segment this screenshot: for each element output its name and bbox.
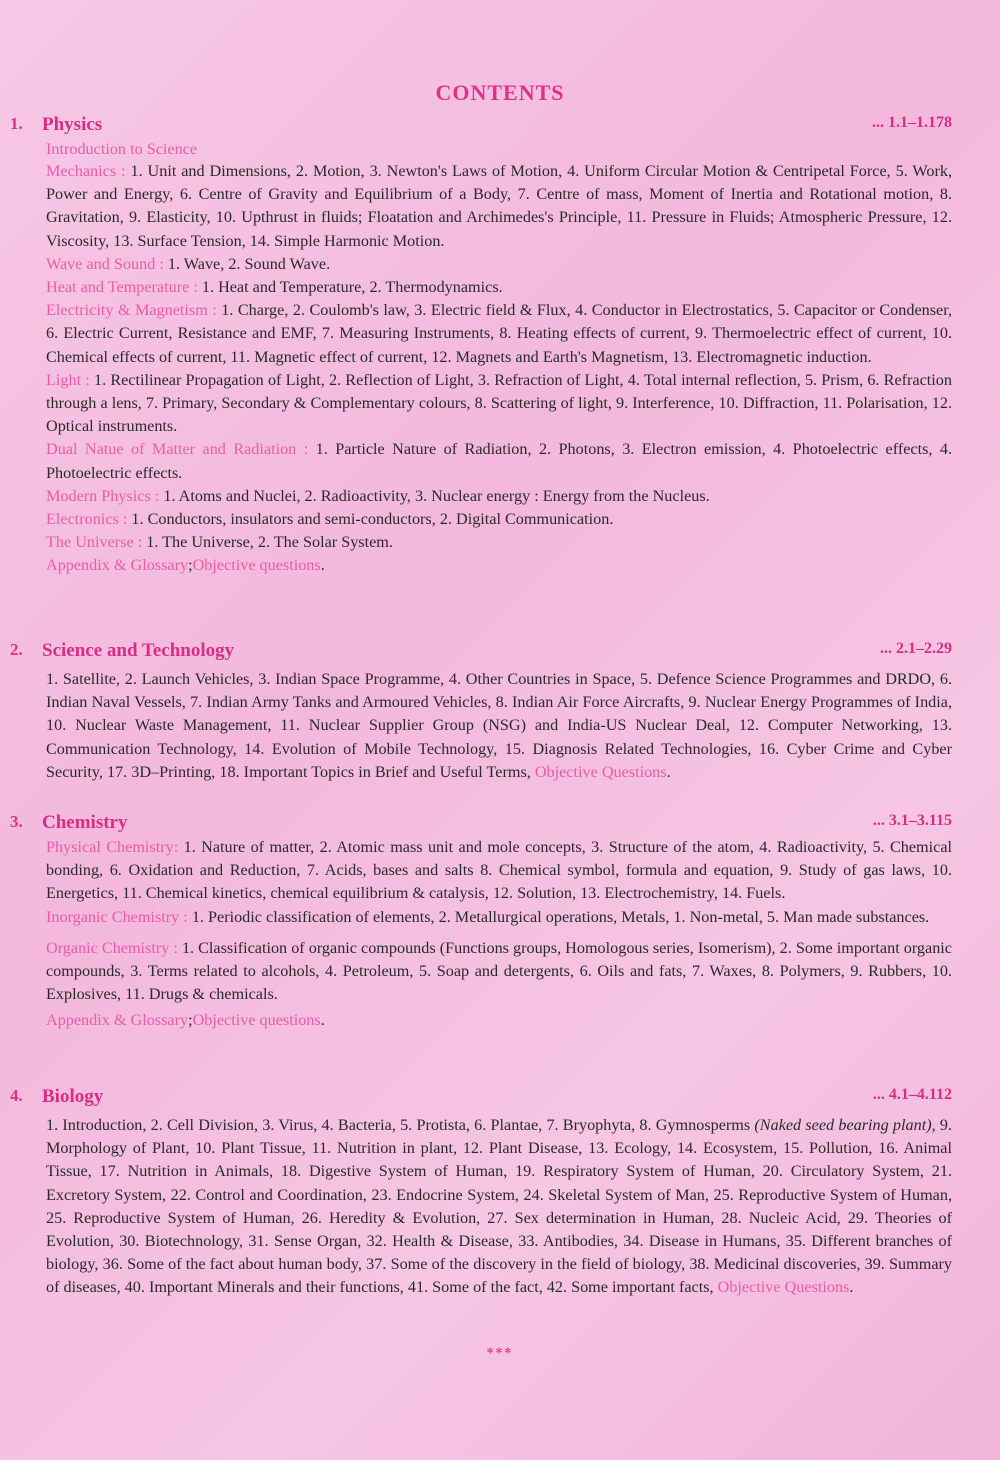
topics-text: 1. Satellite, 2. Launch Vehicles, 3. Indian Space Programme, 4. Other Countries in Space, 5. Defence Science Programmes and DRDO, 6. Indian Naval Vessels, 7. Indian Army Tanks and Armoured Vehicles, 8. Indian Air Force Aircrafts, 9. Nuclear Energy Programmes of India, 10. Nuclear Waste Management, 11. Nuclear Supplier Group (NSG) and India-US Nuclear Deal, 12. Computer Networking, 13. Communication Technology, 14. Evolution of Mobile Technology, 15. Diagnosis Related Technologies, 16. Cyber Crime and Cyber Security, 17. 3D–Printing, 18. Important Topics in Brief and Useful Terms, [46,670,952,781]
separator: ; [188,556,193,575]
subsection-text: 1. Conductors, insulators and semi-conductors, 2. Digital Communication. [127,510,614,529]
subsection-label: Organic Chemistry : [46,938,178,957]
subsection-text: 1. Rectilinear Propagation of Light, 2. Reflection of Light, 3. Refraction of Light, 4. Total internal reflection, 5. Prism, 6. Refraction through a lens, 7. Primary, Secondary & Complementary colours, 8. Scattering of light, 9. Interference, 10. Diffraction, 11. Polarisation, 12. Optical instruments. [46,370,952,436]
objective-questions-link: Objective questions [192,556,321,575]
section-text [46,1114,952,1300]
separator: ; [188,1011,193,1030]
subsection-text: 1. Classification of organic compounds (Functions groups, Homologous series, Isomerism), 2. Some important organic compounds, 3. Terms related to alcohols, 4. Petroleum, 5. Soap and detergents, 6. Oils and fats, 7. Waxes, 8. Polymers, 9. Rubbers, 10. Explosives, 11. Drugs & chemicals. [46,938,952,1004]
section-text [46,668,952,784]
period: . [320,556,325,575]
subsection-text: 1. Atoms and Nuclei, 2. Radioactivity, 3. Nuclear energy : Energy from the Nucleus. [159,486,710,505]
section-header [0,114,1000,138]
subsection-label: The Universe : [46,533,143,552]
subsection-dual [46,438,952,484]
subsection-wave [46,253,952,276]
section-science-technology [0,640,1000,784]
subsection-intro: Introduction to Science [46,140,198,158]
subsection-universe [46,531,952,554]
subsection-text: 1. The Universe, 2. The Solar System. [142,533,393,552]
subsection-inorganic-chemistry [46,906,952,929]
appendix-link: Appendix & Glossary [46,1011,189,1030]
subsection-label: Modern Physics : [46,486,160,505]
page-range: ... 2.1–2.29 [880,640,952,657]
subsection-text: 1. Nature of matter, 2. Atomic mass unit and mole concepts, 3. Structure of the atom, 4. Radioactivity, 5. Chemical bonding, 6. Oxidation and Reduction, 7. Acids, bases and salts 8. Chemical symbol, formula and equation, 9. Study of gas laws, 10. Energetics, 11. Chemical kinetics, chemical equilibrium & catalysis, 12. Solution, 13. Electrochemistry, 14. Fuels. [46,838,953,903]
appendix-line [46,554,952,577]
page-title: CONTENTS [435,80,565,105]
subsection-label: Light : [46,370,90,389]
section-chemistry [0,812,1000,1033]
section-title: Physics [42,114,103,135]
subsection-text: 1. Heat and Temperature, 2. Thermodynamics. [197,278,503,297]
section-title: Biology [42,1086,104,1107]
page-range: ... 3.1–3.115 [872,812,952,829]
section-header [0,1086,1000,1114]
appendix-link: Appendix & Glossary [46,556,189,575]
period: . [666,762,671,781]
subsection-modern [46,485,952,508]
subsection-heat [46,276,952,299]
section-number: 2. [10,640,23,659]
objective-questions-link: Objective questions [192,1011,321,1030]
section-title: Chemistry [42,812,128,833]
subsection-text: 1. Charge, 2. Coulomb's law, 3. Electric field & Flux, 4. Conductor in Electrostatics, 5. Capacitor or Condenser, 6. Electric Current, Resistance and EMF, 7. Measuring Instruments, 8. Heating effects of current, 9. Thermoelectric effect of current, 10. Chemical effects of current, 11. Magnetic effect of current, 12. Magnets and Earth's Magnetism, 13. Electromagnetic induction. [46,301,952,366]
section-title: Science and Technology [42,640,235,661]
topics-text: 1. Introduction, 2. Cell Division, 3. Virus, 4. Bacteria, 5. Protista, 6. Plantae, 7. Bryophyta, 8. Gymnosperms [46,1116,755,1134]
subsection-label: Physical Chemistry: [46,838,179,856]
objective-questions-link: Objective Questions [534,762,667,781]
subsection-label: Dual Natue of Matter and Radiation : [46,440,309,459]
subsection-mechanics [46,160,952,253]
subsection-label: Mechanics : [46,162,126,180]
page-range: ... 1.1–1.178 [872,114,952,131]
appendix-line [46,1009,952,1032]
subsection-text: 1. Periodic classification of elements, 2. Metallurgical operations, Metals, 1. Non-metal, 5. Man made substances. [187,907,930,926]
section-header [0,812,1000,836]
section-number: 3. [10,812,23,831]
end-stars: *** [486,1346,514,1361]
section-biology [0,1086,1000,1300]
subsection-text: 1. Particle Nature of Radiation, 2. Photons, 3. Electron emission, 4. Photoelectric effects, 4. Photoelectric effects. [46,440,952,482]
period: . [320,1011,325,1030]
subsection-electronics [46,508,952,531]
italic-note: (Naked seed bearing plant) [754,1116,932,1134]
subsection-physical-chemistry [46,836,952,906]
subsection-label: Electricity & Magnetism : [46,301,217,320]
subsection-electricity [46,299,952,369]
topics-text: , 9. Morphology of Plant, 10. Plant Tissue, 11. Nutrition in plant, 12. Plant Disease, 13. Ecology, 14. Ecosystem, 15. Pollution, 16. Animal Tissue, 17. Nutrition in Animals, 18. Digestive System of Human, 19. Respiratory System of Human, 20. Circulatory System, 21. Excretory System, 22. Control and Coordination, 23. Endocrine System, 24. Skeletal System of Man, 25. Reproductive System of Human, 25. Reproductive System of Human, 26. Heredity & Evolution, 27. Sex determination in Human, 28. Nucleic Acid, 29. Theories of Evolution, 30. Biotechnology, 31. Sense Organ, 32. Health & Disease, 33. Antibodies, 34. Disease in Humans, 35. Different branches of biology, 36. Some of the fact about human body, 37. Some of the discovery in the field of biology, 38. Medicinal discoveries, 39. Summary of diseases, 40. Important Minerals and their functions, 41. Some of the fact, 42. Some important facts, [46,1116,952,1297]
subsection-label: Heat and Temperature : [46,278,198,297]
subsection-text: 1. Unit and Dimensions, 2. Motion, 3. Newton's Laws of Motion, 4. Uniform Circular Motion & Centripetal Force, 5. Work, Power and Energy, 6. Centre of Gravity and Equilibrium of a Body, 7. Centre of mass, Moment of Inertia and Rotational motion, 8. Gravitation, 9. Elasticity, 10. Upthrust in fluids; Floatation and Archimedes's Principle, 11. Pressure in Fluids; Atmospheric Pressure, 12. Viscosity, 13. Surface Tension, 14. Simple Harmonic Motion. [46,162,952,250]
subsection-text: 1. Wave, 2. Sound Wave. [163,254,331,273]
subsection-label: Inorganic Chemistry : [46,907,188,926]
subsection-organic-chemistry [46,937,952,1007]
section-number: 4. [10,1086,23,1105]
objective-questions-link: Objective Questions [717,1278,850,1297]
section-physics [0,114,1000,578]
subsection-label: Electronics : [46,510,128,529]
section-number: 1. [10,114,23,133]
period: . [849,1278,854,1297]
subsection-label: Wave and Sound : [46,254,164,273]
section-header [0,640,1000,668]
page-range: ... 4.1–4.112 [872,1086,952,1103]
subsection-light [46,369,952,439]
